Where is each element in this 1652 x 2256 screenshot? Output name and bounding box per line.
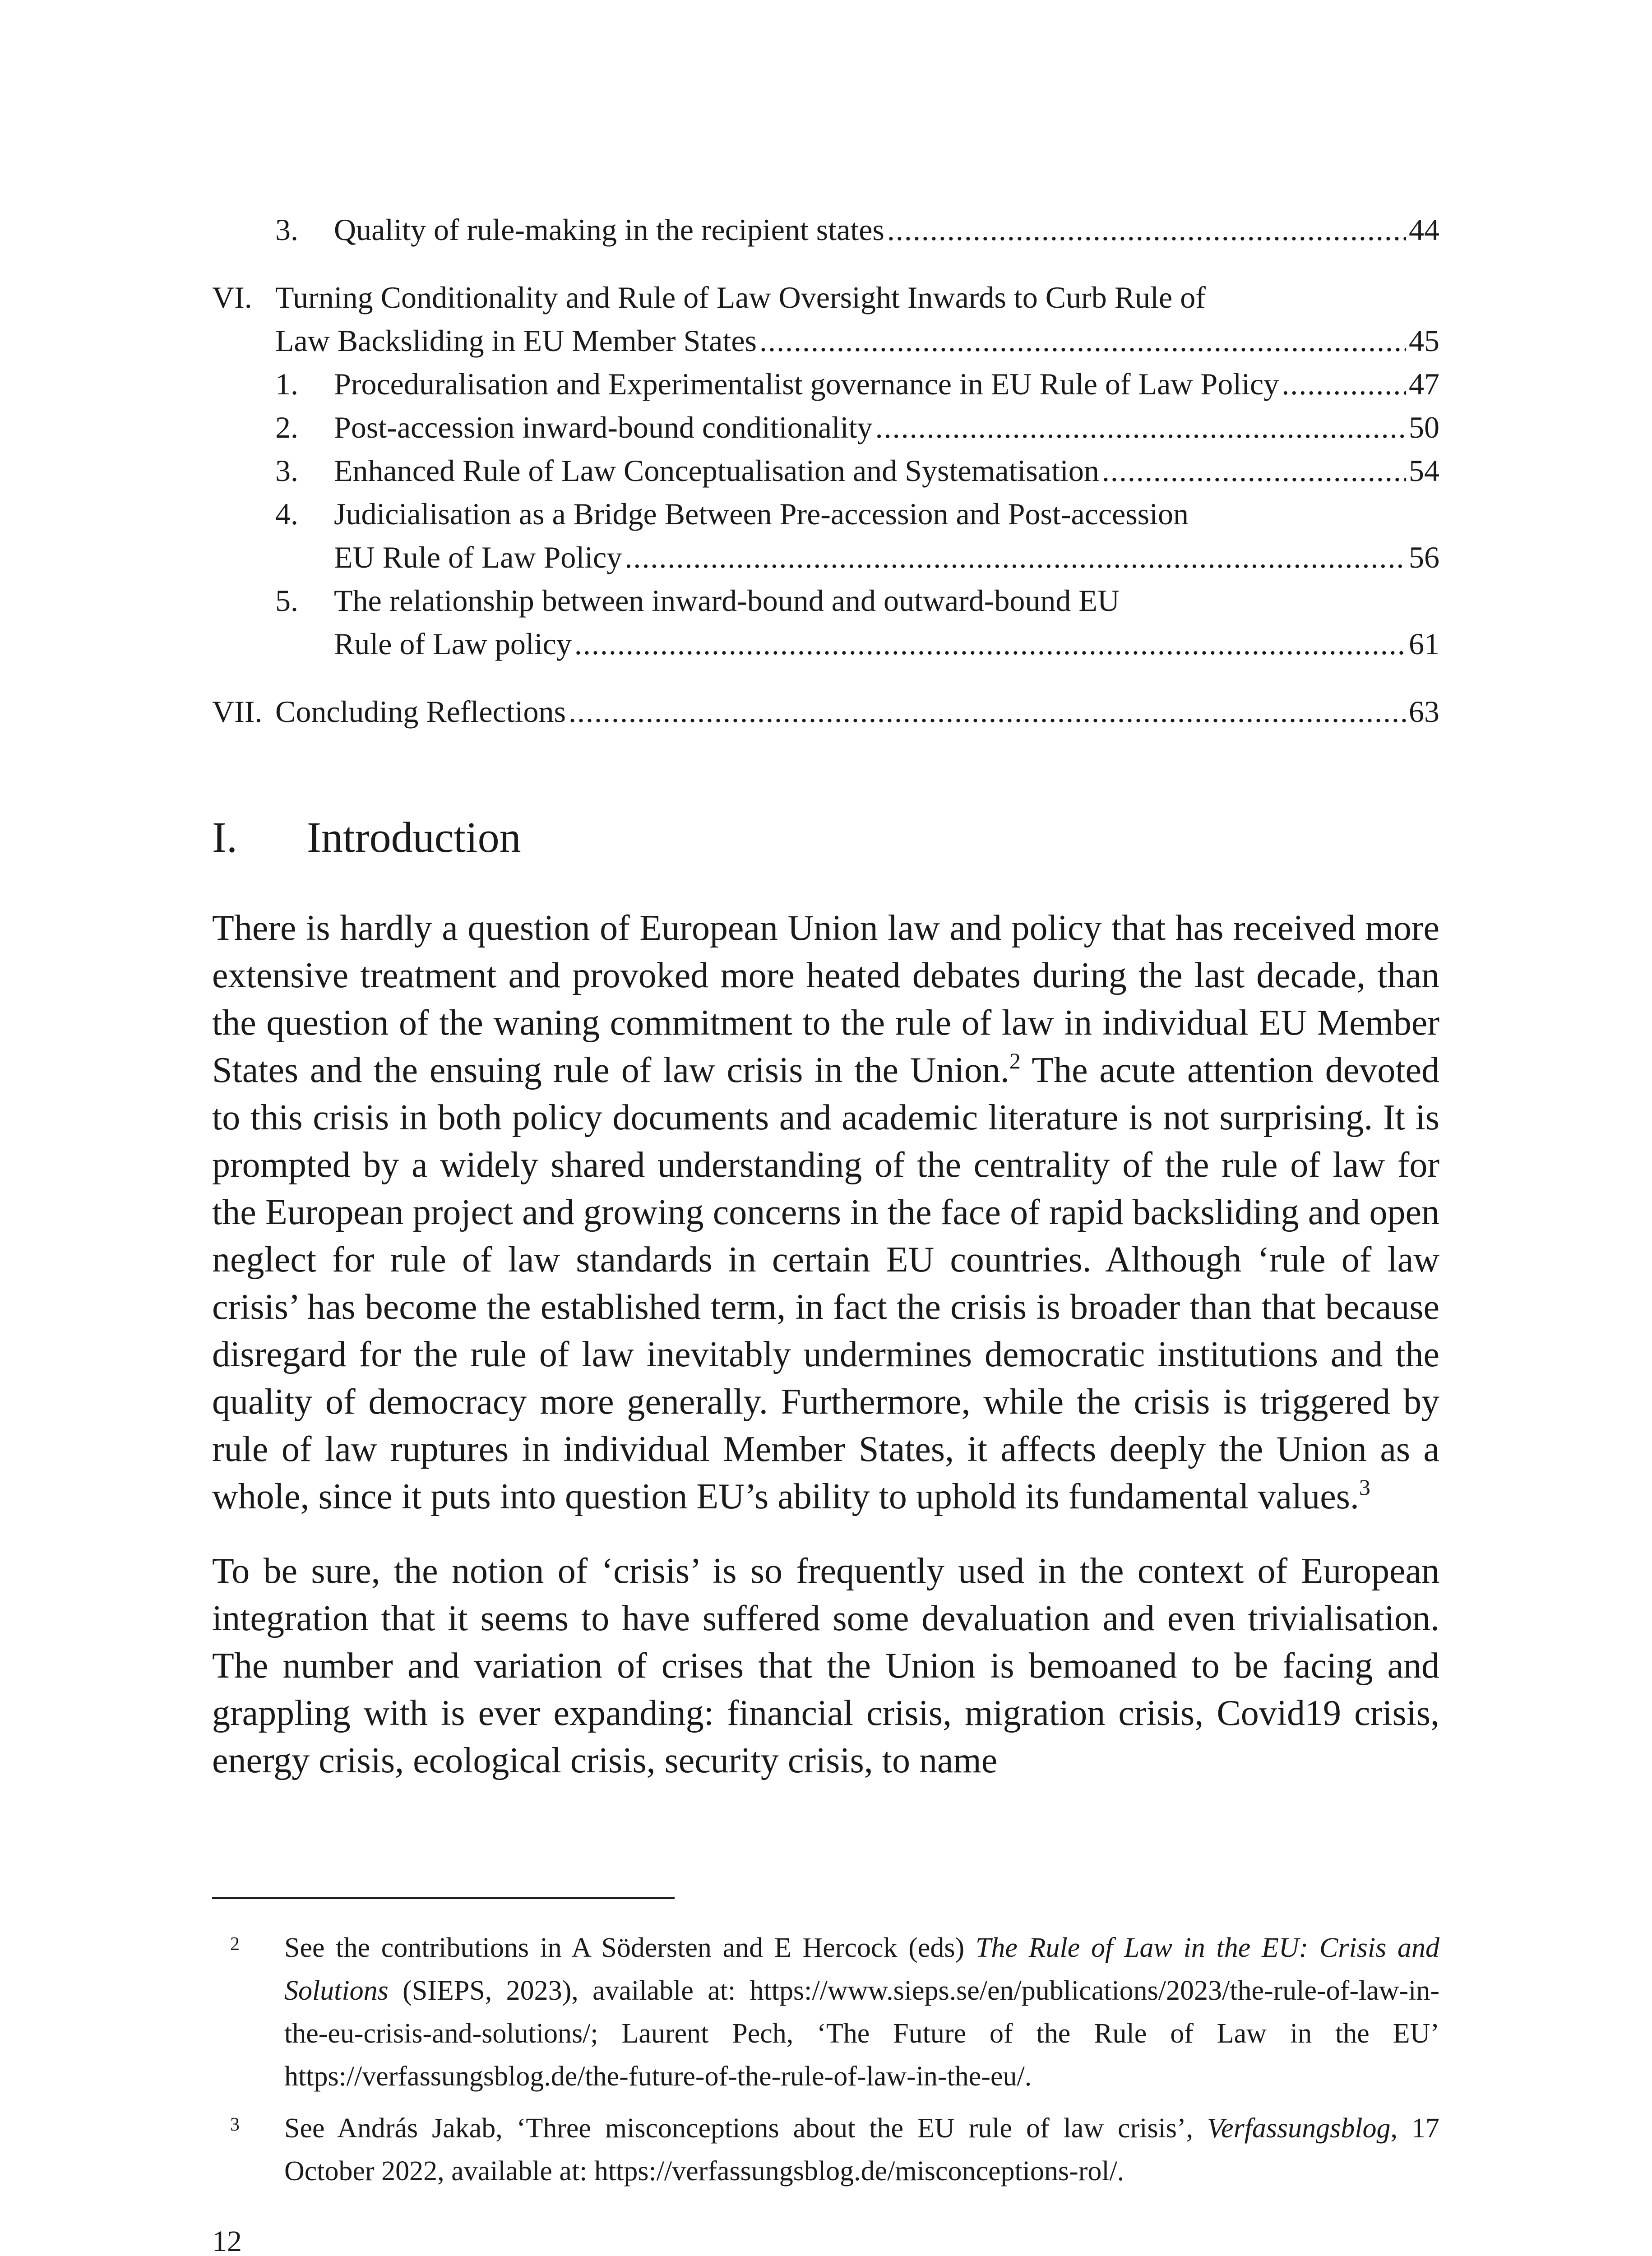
- toc-entry-number: VI.: [212, 280, 252, 314]
- section-number: I.: [212, 813, 237, 861]
- toc-entry-page: 56: [1409, 540, 1439, 574]
- toc-entry[interactable]: [212, 410, 1439, 453]
- page-number: 12: [212, 2225, 242, 2256]
- toc-entry-page: 45: [1409, 324, 1439, 358]
- paragraph-text: There is hardly a question of European Union law and policy that has received more extensive treatment and provoked more heated debates during the last decade, than the question of the waning commitment to the rule of law in individual EU Member States and the ensuing rule of law crisis in the Union.: [212, 908, 1439, 1090]
- toc-entry-number: 3.: [275, 213, 298, 247]
- toc-entry-page: 47: [1409, 367, 1439, 401]
- toc-entry-page: 63: [1409, 694, 1439, 729]
- toc-dot-leader: [574, 626, 1406, 662]
- toc-dot-leader: [875, 410, 1406, 445]
- toc-entry-page: 54: [1409, 453, 1439, 488]
- toc-entry-page: 61: [1409, 627, 1439, 661]
- toc-entry-number: 2.: [275, 410, 298, 444]
- toc-dot-leader: [887, 212, 1406, 248]
- footnotes: [212, 1927, 1439, 2202]
- toc-entry-title: Judicialisation as a Bridge Between Pre-accession and Post-accession: [334, 497, 1189, 531]
- toc-dot-leader: [569, 694, 1406, 730]
- section-title: Introduction: [307, 813, 521, 861]
- toc-entry-number: 5.: [275, 583, 298, 618]
- footnote-mark: 3: [230, 2114, 240, 2135]
- toc-entry[interactable]: [212, 323, 1439, 366]
- footnote-reference[interactable]: 2: [1009, 1048, 1021, 1073]
- toc-entry-title: Concluding Reflections: [275, 694, 566, 729]
- footnote-mark: 2: [230, 1934, 240, 1955]
- body-text: [212, 905, 1439, 1812]
- toc-entry-page: 44: [1409, 213, 1439, 247]
- footnote-text: See András Jakab, ‘Three misconceptions about the EU rule of law crisis’,: [284, 2113, 1208, 2144]
- footnote-divider: [212, 1897, 675, 1899]
- toc-entry-title: The relationship between inward-bound and outward-bound EU: [334, 583, 1120, 618]
- section-heading: [212, 812, 1439, 871]
- body-paragraph: [212, 905, 1439, 1521]
- toc-entry-title: Post-accession inward-bound conditionality: [334, 410, 873, 444]
- toc-dot-leader: [1282, 366, 1406, 402]
- footnote: [212, 2107, 1439, 2193]
- toc-entry[interactable]: [212, 626, 1439, 670]
- footnote-italic-title: The Rule of Law in the EU: Crisis and Solutions: [284, 1932, 1439, 2006]
- toc-entry-title: Rule of Law policy: [334, 627, 572, 661]
- toc-entry-title: Turning Conditionality and Rule of Law Oversight Inwards to Curb Rule of: [275, 280, 1206, 314]
- toc-dot-leader: [1102, 453, 1406, 489]
- toc-entry-title: Law Backsliding in EU Member States: [275, 324, 757, 358]
- footnote-italic-title: Verfassungsblog: [1207, 2113, 1391, 2144]
- toc-entry[interactable]: [212, 212, 1439, 255]
- toc-entry-number: 1.: [275, 367, 298, 401]
- paragraph-text: The acute attention devoted to this crisis in both policy documents and academic literature is not surprising. It is prompted by a widely shared understanding of the centrality of the rule of law for the European project and growing concerns in the face of rapid backsliding and open neglect for rule of law standards in certain EU countries. Although ‘rule of law crisis’ has become the established term, in fact the crisis is broader than that because disregard for the rule of law inevitably undermines democratic institutions and the quality of democracy more generally. Furthermore, while the crisis is triggered by rule of law ruptures in individual Member States, it affects deeply the Union as a whole, since it puts into question EU’s ability to uphold its fundamental values.: [212, 1050, 1439, 1516]
- toc-entry-page: 50: [1409, 410, 1439, 444]
- toc-entry-title: EU Rule of Law Policy: [334, 540, 622, 574]
- toc-entry-number: VII.: [212, 694, 263, 729]
- toc-dot-leader: [759, 323, 1406, 359]
- footnote-text: (SIEPS, 2023), available at: https://www.sieps.se/en/publications/2023/the-rule-of-law-in-the-eu-crisis-and-solutions/; Laurent Pech, ‘The Future of the Rule of Law in the EU’ https://verfassungsblog.de/the-future-of-the-rule-of-law-in-the-eu/.: [284, 1975, 1439, 2092]
- toc-entry-title: Proceduralisation and Experimentalist governance in EU Rule of Law Policy: [334, 367, 1279, 401]
- footnote-text: See the contributions in A Södersten and E Hercock (eds): [284, 1932, 976, 1963]
- toc-dot-leader: [625, 540, 1406, 575]
- toc-entry-title: Quality of rule-making in the recipient states: [334, 213, 884, 247]
- toc-entry[interactable]: [212, 583, 1439, 626]
- toc-entry-number: 4.: [275, 497, 298, 531]
- body-paragraph: [212, 1548, 1439, 1784]
- toc-entry[interactable]: [212, 453, 1439, 496]
- footnote-reference[interactable]: 3: [1359, 1475, 1370, 1500]
- toc-entry[interactable]: [212, 496, 1439, 540]
- toc-entry[interactable]: [212, 280, 1439, 323]
- footnote-text: , 17 October 2022, available at: https://verfassungsblog.de/misconceptions-rol/.: [284, 2113, 1439, 2187]
- toc-entry[interactable]: [212, 694, 1439, 737]
- toc-entry[interactable]: [212, 540, 1439, 583]
- toc-entry[interactable]: [212, 366, 1439, 410]
- paragraph-text: To be sure, the notion of ‘crisis’ is so frequently used in the context of European integration that it seems to have suffered some devaluation and even trivialisation. The number and variation of crises that the Union is bemoaned to be facing and grappling with is ever expanding: financial crisis, migration crisis, Covid19 crisis, energy crisis, ecological crisis, security crisis, to name: [212, 1551, 1439, 1780]
- toc-entry-title: Enhanced Rule of Law Conceptualisation and Systematisation: [334, 453, 1099, 488]
- toc-entry-number: 3.: [275, 453, 298, 488]
- footnote: [212, 1927, 1439, 2098]
